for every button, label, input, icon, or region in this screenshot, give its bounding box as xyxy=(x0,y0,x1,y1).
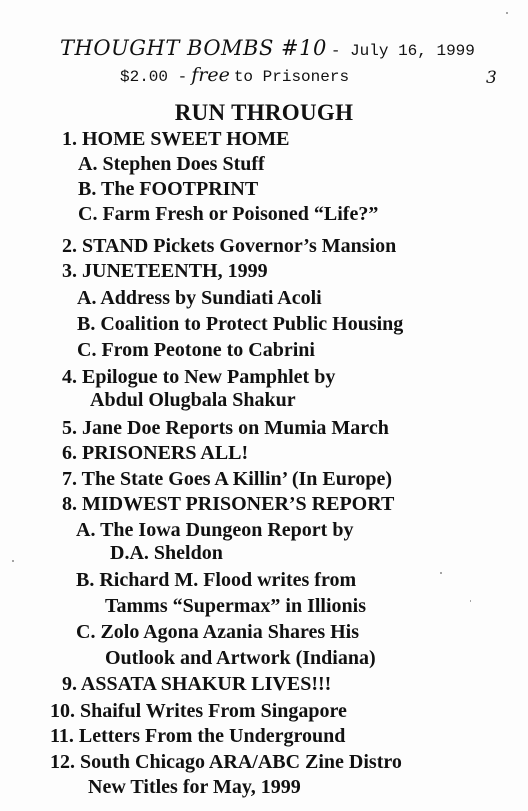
toc-line: 3. JUNETEENTH, 1999 xyxy=(62,260,268,282)
paper-speck xyxy=(506,12,508,14)
toc-line: New Titles for May, 1999 xyxy=(88,776,301,798)
toc-line: Abdul Olugbala Shakur xyxy=(90,389,296,411)
toc-line: B. Coalition to Protect Public Housing xyxy=(77,313,404,335)
toc-line: B. Richard M. Flood writes from xyxy=(76,569,357,591)
toc-line: 4. Epilogue to New Pamphlet by xyxy=(62,366,336,388)
toc-line: Tamms “Supermax” in Illionis xyxy=(105,595,366,617)
page-number: 3 xyxy=(486,68,497,88)
toc-line: 5. Jane Doe Reports on Mumia March xyxy=(62,417,389,439)
issue-date: - July 16, 1999 xyxy=(330,42,475,60)
zine-title: THOUGHT BOMBS #10 xyxy=(60,36,327,60)
paper-speck xyxy=(440,572,442,574)
price: $2.00 - xyxy=(120,68,188,86)
toc-line: C. Zolo Agona Azania Shares His xyxy=(76,621,360,643)
section-heading: RUN THROUGH xyxy=(174,100,354,125)
toc-line: C. Farm Fresh or Poisoned “Life?” xyxy=(78,203,379,225)
toc-line: D.A. Sheldon xyxy=(110,542,223,564)
toc-line: 6. PRISONERS ALL! xyxy=(62,442,249,464)
free-word: free xyxy=(191,64,230,86)
toc-line: 10. Shaiful Writes From Singapore xyxy=(50,700,347,722)
toc-line: A. Stephen Does Stuff xyxy=(78,153,265,175)
toc-line: B. The FOOTPRINT xyxy=(78,178,259,200)
toc-line: A. Address by Sundiati Acoli xyxy=(77,287,322,309)
toc-line: 7. The State Goes A Killin’ (In Europe) xyxy=(62,468,393,490)
free-suffix: to Prisoners xyxy=(233,68,350,86)
toc-line: 12. South Chicago ARA/ABC Zine Distro xyxy=(50,751,402,773)
toc-line: Outlook and Artwork (Indiana) xyxy=(105,647,376,669)
paper-speck xyxy=(470,600,471,602)
toc-line: C. From Peotone to Cabrini xyxy=(77,339,315,361)
toc-line: 2. STAND Pickets Governor’s Mansion xyxy=(62,235,397,257)
paper-speck xyxy=(12,560,14,562)
toc-line: 1. HOME SWEET HOME xyxy=(62,128,290,150)
toc-line: 9. ASSATA SHAKUR LIVES!!! xyxy=(62,673,332,695)
toc-line: 11. Letters From the Underground xyxy=(50,725,346,747)
toc-line: 8. MIDWEST PRISONER’S REPORT xyxy=(62,493,395,515)
toc-line: A. The Iowa Dungeon Report by xyxy=(76,519,354,541)
